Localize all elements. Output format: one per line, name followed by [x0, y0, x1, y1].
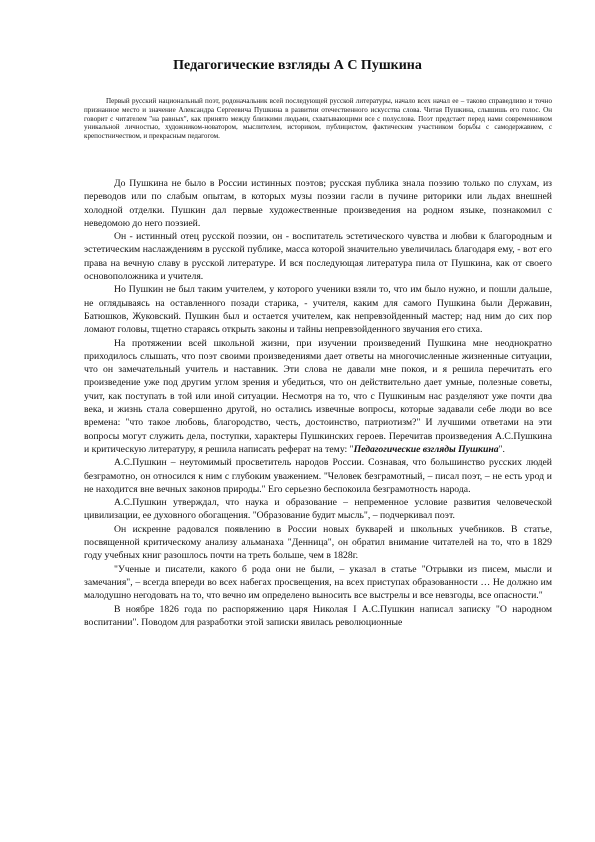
paragraph: А.С.Пушкин утверждал, что наука и образование – непременное условие развития человеческой цивилизации, ее духовного обогащения. "Образование будит мысль", – подчеркивал поэт.: [84, 497, 552, 522]
intro-paragraph: Первый русский национальный поэт, родоначальник всей последующей русской литературы, начало всех начал ее – таково справедливо и точно признанное место и значение Александра Сергеевича Пушкина в развитии отечественного искусства слова. Читая Пушкина, слышишь его голос. Он говорит с читателем "на равных", как принято между близкими людьми, схватывающими все с полуслова. Поэт предстает перед нами современником уникальной личностью, художником-новатором, мыслителем, историком, публицистом, фактическим участником борьбы с самодержавием, с крепостничеством, и прекрасным педагогом.: [84, 97, 552, 141]
paragraph-text: На протяжении всей школьной жизни, при изучении произведений Пушкина мне неоднократно приходилось слышать, что поэт своими произведениями дает ответы на многочисленные жизненные ситуации, что он замечательный учитель и наставник. Эти слова не давали мне покоя, и я решила перечитать его произведение уже под другим углом зрения и убедиться, что он действительно дает умные, полезные советы, учит, как поступать в той или иной ситуации. Несмотря на то, что с Пушкиным нас разделяют уже почти два века, и жизнь стала совершенно другой, но остались извечные вопросы, которые задавали себе люди во все времена: "что такое любовь, благородство, честь, достоинство, патриотизм?" И лучшими ответами на эти вопросы могут служить дела, поступки, характеры Пушкинских героев. Перечитав произведения А.С.Пушкина и критическую литературу, я решила написать реферат на тему: ": [84, 337, 552, 455]
paragraph: Он искренне радовался появлению в России новых букварей и школьных учебников. В статье, посвященной критическому анализу альманаха "Денница", он обратил внимание читателей на то, что в 1829 году учебных книг разошлось почти на треть больше, чем в 1828г.: [84, 523, 552, 562]
topic-title: Педагогические взгляды Пушкина: [353, 443, 499, 455]
paragraph: Но Пушкин не был таким учителем, у которого ученики взяли то, что им было нужно, и пошли дальше, не оглядываясь на оставленного позади старика, - учителя, каким для самого Пушкина были Державин, Батюшков, Жуковский. Пушкин был и остается учителем, как непревзойденный мастер; над ним до сих пор ломают головы, тщетно стараясь открыть законы и тайны непревзойденного звучания его стиха.: [84, 284, 552, 336]
paragraph: В ноябре 1826 года по распоряжению царя Николая I А.С.Пушкин написал записку "О народном воспитании". Поводом для разработки этой записки явилась революционные: [84, 603, 552, 628]
paragraph: "Ученые и писатели, какого б рода они не были, – указал в статье "Отрывки из писем, мысли и замечания", – всегда впереди во всех набегах просвещения, на всех приступах образованности … Не должно им малодушно негодовать на то, что вечно им определено выносить все выстрелы и все невзгоды, все опасности.": [84, 563, 552, 602]
paragraph: Он - истинный отец русской поэзии, он - воспитатель эстетического чувства и любви к благородным и эстетическим наслаждениям в русской публике, масса которой значительно увеличилась благодаря ему, - вот его права на вечную славу в русской литературе. И вся последующая литература пила от Пушкина, как от своего основоположника и учителя.: [84, 231, 552, 283]
topic-tail: ".: [498, 443, 505, 455]
main-text: [84, 177, 552, 629]
paragraph: А.С.Пушкин – неутомимый просветитель народов России. Сознавая, что большинство русских людей безграмотно, он относился к ним с глубоким уважением. "Человек безграмотный, – писал поэт, – не есть урод и не находится вне вечных законов природы." Его серьезно беспокоила безграмотность народа.: [84, 457, 552, 495]
paragraph: [84, 337, 552, 457]
page-title: Педагогические взгляды А С Пушкина: [173, 58, 422, 73]
paragraph: До Пушкина не было в России истинных поэтов; русская публика знала поэзию только по слухам, из переводов или по слабым опытам, в которых музы поэзии гасли в пучине риторики или льдах внешней холодной отделки. Пушкин дал первые художественные произведения на родном языке, познакомил с неведомою до него поэзией.: [84, 178, 552, 229]
